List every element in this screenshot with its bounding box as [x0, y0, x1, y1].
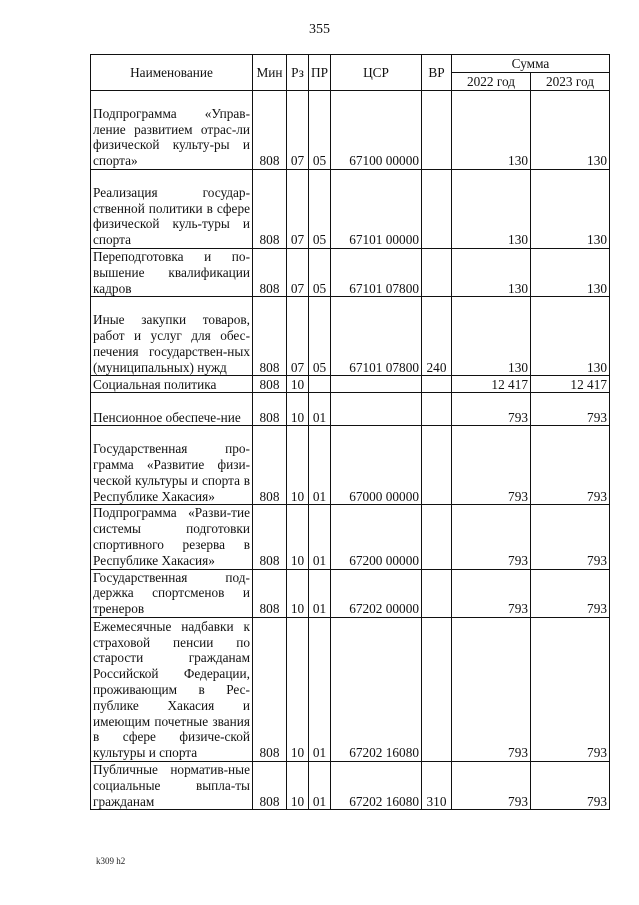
cell-rz: 10	[287, 376, 309, 393]
cell-vr	[422, 91, 452, 170]
cell-sum-2022: 793	[452, 761, 531, 809]
budget-table	[90, 54, 610, 810]
cell-pr: 01	[309, 569, 331, 617]
cell-min: 808	[253, 91, 287, 170]
cell-min: 808	[253, 617, 287, 761]
cell-rz: 07	[287, 297, 309, 376]
table-body	[91, 91, 610, 810]
cell-rz: 10	[287, 426, 309, 505]
cell-csr: 67200 00000	[331, 505, 422, 569]
page-number: 355	[309, 22, 330, 37]
cell-min: 808	[253, 170, 287, 249]
cell-csr: 67000 00000	[331, 426, 422, 505]
cell-sum-2022: 12 417	[452, 376, 531, 393]
cell-min: 808	[253, 297, 287, 376]
cell-sum-2022: 793	[452, 617, 531, 761]
cell-csr: 67101 07800	[331, 249, 422, 297]
cell-pr: 05	[309, 297, 331, 376]
cell-sum-2023: 130	[531, 91, 610, 170]
cell-rz: 10	[287, 761, 309, 809]
cell-pr: 01	[309, 393, 331, 426]
cell-vr	[422, 249, 452, 297]
cell-rz: 07	[287, 91, 309, 170]
cell-rz: 07	[287, 170, 309, 249]
footer-code: k309 h2	[96, 856, 126, 866]
cell-rz: 10	[287, 393, 309, 426]
cell-rz: 10	[287, 505, 309, 569]
cell-sum-2023: 793	[531, 617, 610, 761]
table-row	[91, 617, 610, 761]
cell-name: Ежемесячные надбавки к страховой пенсии по старости гражданам Российской Федерации, проживающим в Рес-публике Хакасия и имеющим почетные звания в сфере физиче-ской культуры и спорта	[91, 617, 253, 761]
cell-pr	[309, 376, 331, 393]
cell-sum-2022: 130	[452, 91, 531, 170]
cell-min: 808	[253, 249, 287, 297]
cell-vr	[422, 505, 452, 569]
cell-csr	[331, 376, 422, 393]
cell-name: Социальная политика	[91, 376, 253, 393]
cell-sum-2023: 130	[531, 249, 610, 297]
cell-sum-2023: 12 417	[531, 376, 610, 393]
table-row	[91, 297, 610, 376]
table-row	[91, 376, 610, 393]
cell-name: Пенсионное обеспече-ние	[91, 393, 253, 426]
cell-name: Реализация государ-ственной политики в сфере физической куль-туры и спорта	[91, 170, 253, 249]
cell-sum-2023: 130	[531, 170, 610, 249]
cell-vr	[422, 426, 452, 505]
header-name: Наименование	[91, 55, 253, 91]
cell-sum-2023: 130	[531, 297, 610, 376]
cell-pr: 05	[309, 249, 331, 297]
cell-sum-2022: 130	[452, 249, 531, 297]
cell-vr: 310	[422, 761, 452, 809]
header-sum: Сумма	[452, 55, 610, 73]
cell-min: 808	[253, 761, 287, 809]
cell-name: Государственная про-грамма «Развитие физи-ческой культуры и спорта в Республике Хакасия»	[91, 426, 253, 505]
cell-sum-2023: 793	[531, 393, 610, 426]
cell-csr: 67202 16080	[331, 761, 422, 809]
cell-csr	[331, 393, 422, 426]
cell-sum-2022: 793	[452, 569, 531, 617]
cell-csr: 67101 07800	[331, 297, 422, 376]
cell-min: 808	[253, 376, 287, 393]
cell-name: Публичные норматив-ные социальные выпла-ты гражданам	[91, 761, 253, 809]
header-year-2022: 2022 год	[452, 73, 531, 91]
cell-sum-2022: 793	[452, 505, 531, 569]
cell-name: Иные закупки товаров, работ и услуг для обес-печения государствен-ных (муниципальных) нужд	[91, 297, 253, 376]
cell-rz: 10	[287, 569, 309, 617]
cell-rz: 10	[287, 617, 309, 761]
table-row	[91, 170, 610, 249]
cell-csr: 67100 00000	[331, 91, 422, 170]
cell-name: Переподготовка и по-вышение квалификации кадров	[91, 249, 253, 297]
cell-pr: 01	[309, 761, 331, 809]
cell-name: Подпрограмма «Управ-ление развитием отрас-ли физической культу-ры и спорта»	[91, 91, 253, 170]
cell-csr: 67202 16080	[331, 617, 422, 761]
cell-sum-2023: 793	[531, 761, 610, 809]
cell-pr: 05	[309, 91, 331, 170]
cell-name: Подпрограмма «Разви-тие системы подготовки спортивного резерва в Республике Хакасия»	[91, 505, 253, 569]
cell-csr: 67101 00000	[331, 170, 422, 249]
cell-vr	[422, 569, 452, 617]
cell-vr: 240	[422, 297, 452, 376]
cell-name: Государственная под-держка спортсменов и тренеров	[91, 569, 253, 617]
header-pr: ПР	[309, 55, 331, 91]
cell-pr: 05	[309, 170, 331, 249]
header-csr: ЦСР	[331, 55, 422, 91]
header-rz: Рз	[287, 55, 309, 91]
cell-vr	[422, 617, 452, 761]
header-min: Мин	[253, 55, 287, 91]
table-row	[91, 91, 610, 170]
table-row	[91, 761, 610, 809]
cell-min: 808	[253, 426, 287, 505]
header-year-2023: 2023 год	[531, 73, 610, 91]
cell-sum-2023: 793	[531, 569, 610, 617]
cell-sum-2022: 130	[452, 170, 531, 249]
cell-csr: 67202 00000	[331, 569, 422, 617]
cell-sum-2023: 793	[531, 426, 610, 505]
cell-sum-2022: 793	[452, 426, 531, 505]
header-vr: ВР	[422, 55, 452, 91]
cell-min: 808	[253, 505, 287, 569]
cell-vr	[422, 393, 452, 426]
cell-vr	[422, 376, 452, 393]
table-row	[91, 426, 610, 505]
cell-pr: 01	[309, 426, 331, 505]
cell-vr	[422, 170, 452, 249]
table-row	[91, 505, 610, 569]
cell-rz: 07	[287, 249, 309, 297]
cell-sum-2022: 793	[452, 393, 531, 426]
table-row	[91, 249, 610, 297]
cell-pr: 01	[309, 505, 331, 569]
cell-sum-2023: 793	[531, 505, 610, 569]
cell-sum-2022: 130	[452, 297, 531, 376]
table-row	[91, 569, 610, 617]
table-header	[91, 55, 610, 91]
cell-min: 808	[253, 569, 287, 617]
cell-pr: 01	[309, 617, 331, 761]
cell-min: 808	[253, 393, 287, 426]
table-row	[91, 393, 610, 426]
